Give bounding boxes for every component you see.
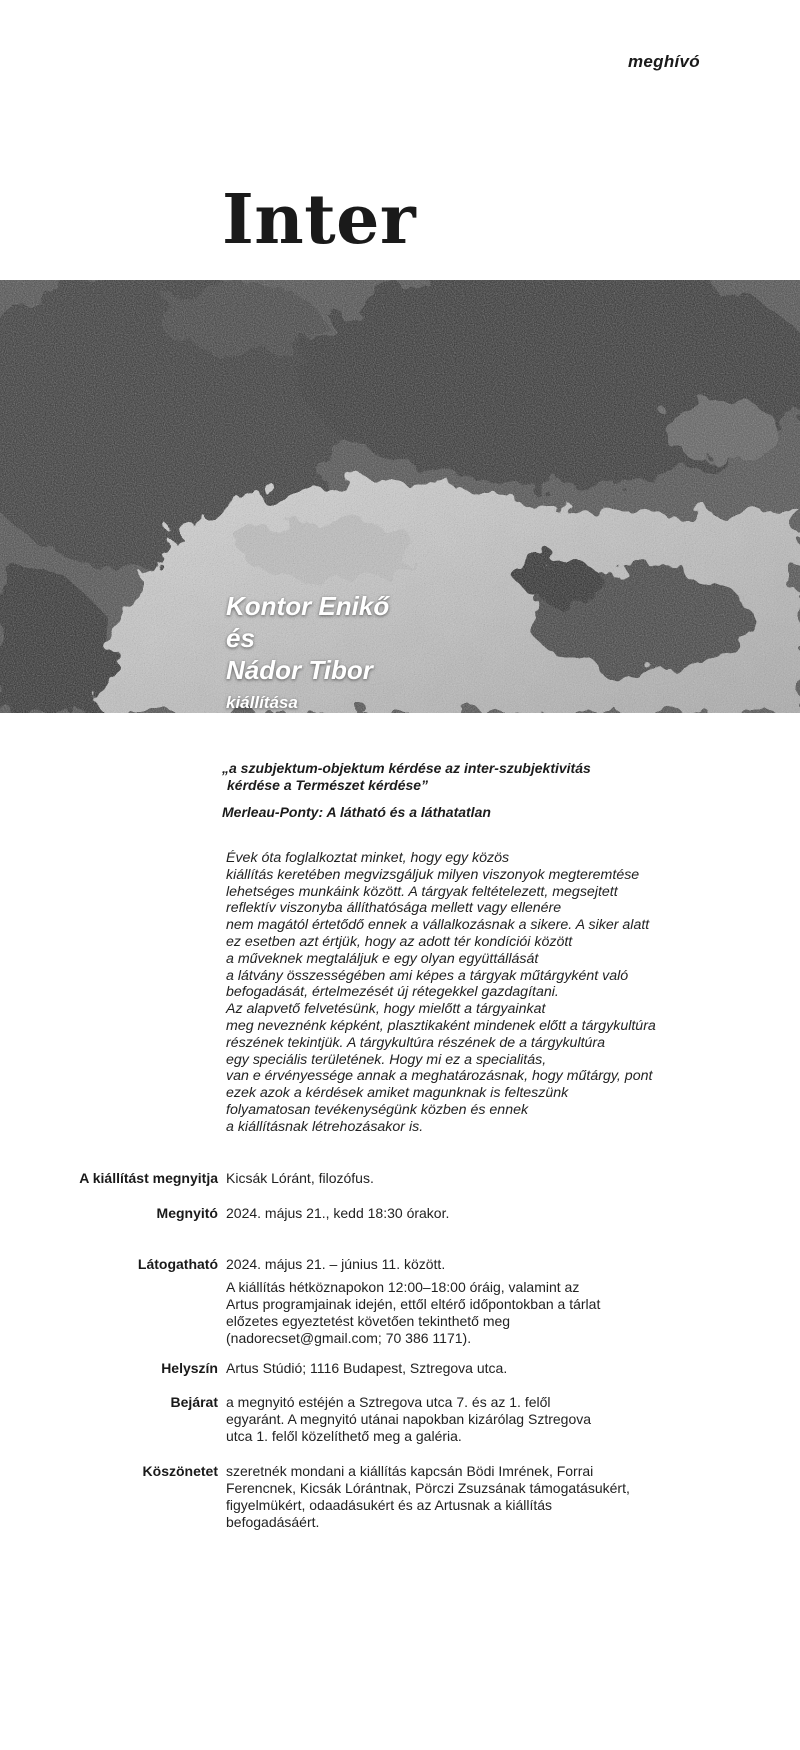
statement-line: ez esetben azt értjük, hogy az adott tér kondíciói között (226, 933, 573, 950)
info-label: Köszönetet (142, 1463, 218, 1479)
hero-image (0, 280, 800, 713)
eyebrow-label: meghívó (627, 52, 700, 71)
exhibition-subtitle: kiállítása (226, 693, 298, 712)
info-label: Látogatható (137, 1256, 218, 1272)
info-label: Helyszín (161, 1360, 218, 1376)
artist-name-1: Kontor Enikő (226, 591, 390, 621)
statement-line: meg neveznénk képként, plasztikaként mindenek előtt a tárgykultúra (226, 1017, 656, 1034)
info-label: A kiállítást megnyitja (79, 1170, 218, 1186)
info-value-line: előzetes egyeztetést követően tekinthető meg (226, 1313, 511, 1329)
info-value (226, 1256, 696, 1273)
hero-texture-image (0, 280, 800, 713)
exhibition-title: Inter (222, 180, 417, 260)
info-value (226, 1205, 696, 1222)
info-value (226, 1463, 696, 1531)
artists-conjunction: és (226, 623, 255, 653)
info-value-line: Ferencnek, Kicsák Lórántnak, Pörczi Zsuzsának támogatásukért, (226, 1480, 630, 1496)
statement-line: egy speciális területének. Hogy mi ez a specialitás, (226, 1051, 547, 1068)
artists-block (226, 590, 389, 713)
info-value-line: 2024. május 21. – június 11. között. (226, 1256, 446, 1272)
statement-text (226, 850, 696, 1136)
info-value-line: a megnyitó estéjén a Sztregova utca 7. és az 1. felől (226, 1394, 551, 1410)
quote-source: Merleau-Ponty: A látható és a láthatatlan (222, 804, 491, 820)
info-value-line: figyelmükért, odaadásukért és az Artusnak a kiállítás (226, 1497, 553, 1513)
statement-line: lehetséges munkáink között. A tárgyak feltételezett, megsejtett (226, 883, 618, 900)
info-label: Bejárat (170, 1394, 218, 1410)
info-value-line: Kicsák Lóránt, filozófus. (226, 1170, 374, 1186)
statement-line: a kiállításnak létrehozásakor is. (226, 1118, 424, 1135)
info-value-line: befogadásáért. (226, 1514, 320, 1530)
info-value-line: (nadorecset@gmail.com; 70 386 1171). (226, 1330, 472, 1346)
statement-line: van e érvényessége annak a meghatározásnak, hogy műtárgy, pont (226, 1068, 653, 1085)
epigraph-quote (222, 760, 692, 821)
info-value-line: Artus Stúdió; 1116 Budapest, Sztregova utca. (226, 1360, 508, 1376)
info-value-line: utca 1. felől közelíthető meg a galéria. (226, 1428, 462, 1444)
statement-line: a műveknek megtaláljuk e egy olyan együttállását (226, 950, 539, 967)
info-label: Megnyitó (156, 1205, 218, 1221)
statement-line: nem magától értetődő ennek a vállalkozásnak a sikere. A siker alatt (226, 917, 650, 934)
statement-line: Évek óta foglalkoztat minket, hogy egy közös (226, 850, 510, 866)
statement-line: Az alapvető felvetésünk, hogy mielőtt a tárgyainkat (226, 1001, 546, 1018)
statement-line: a látvány összességében ami képes a tárgyak műtárgyként való (226, 967, 629, 984)
statement-line: befogadását, értelmezését új rétegekkel gazdagítani. (226, 984, 559, 1001)
statement-line: ezek azok a kérdések amiket magunknak is felteszünk (226, 1085, 569, 1102)
info-value-line: 2024. május 21., kedd 18:30 órakor. (226, 1205, 450, 1221)
statement-line: kiállítás keretében megvizsgáljuk milyen viszonyok megteremtése (226, 866, 640, 883)
info-value (226, 1279, 696, 1347)
info-value (226, 1360, 696, 1377)
artist-name-2: Nádor Tibor (226, 655, 373, 685)
info-value (226, 1394, 696, 1445)
info-value-line: egyaránt. A megnyitó utánai napokban kizárólag Sztregova (226, 1411, 592, 1427)
statement-line: részének tekintjük. A tárgykultúra részének de a tárgykultúra (226, 1034, 606, 1051)
info-value-line: szeretnék mondani a kiállítás kapcsán Bödi Imrének, Forrai (226, 1463, 594, 1479)
statement-line: reflektív viszonyba állíthatósága mellett vagy ellenére (226, 900, 562, 917)
info-value-line: A kiállítás hétköznapokon 12:00–18:00 óráig, valamint az (226, 1279, 580, 1295)
info-value-line: Artus programjainak idején, ettől eltérő időpontokban a tárlat (226, 1296, 601, 1312)
quote-line-1: „a szubjektum-objektum kérdése az inter-szubjektivitás (222, 760, 591, 776)
statement-line: folyamatosan tevékenységünk közben és ennek (226, 1101, 529, 1118)
quote-line-2: kérdése a Természet kérdése” (227, 777, 429, 793)
info-value (226, 1170, 696, 1187)
